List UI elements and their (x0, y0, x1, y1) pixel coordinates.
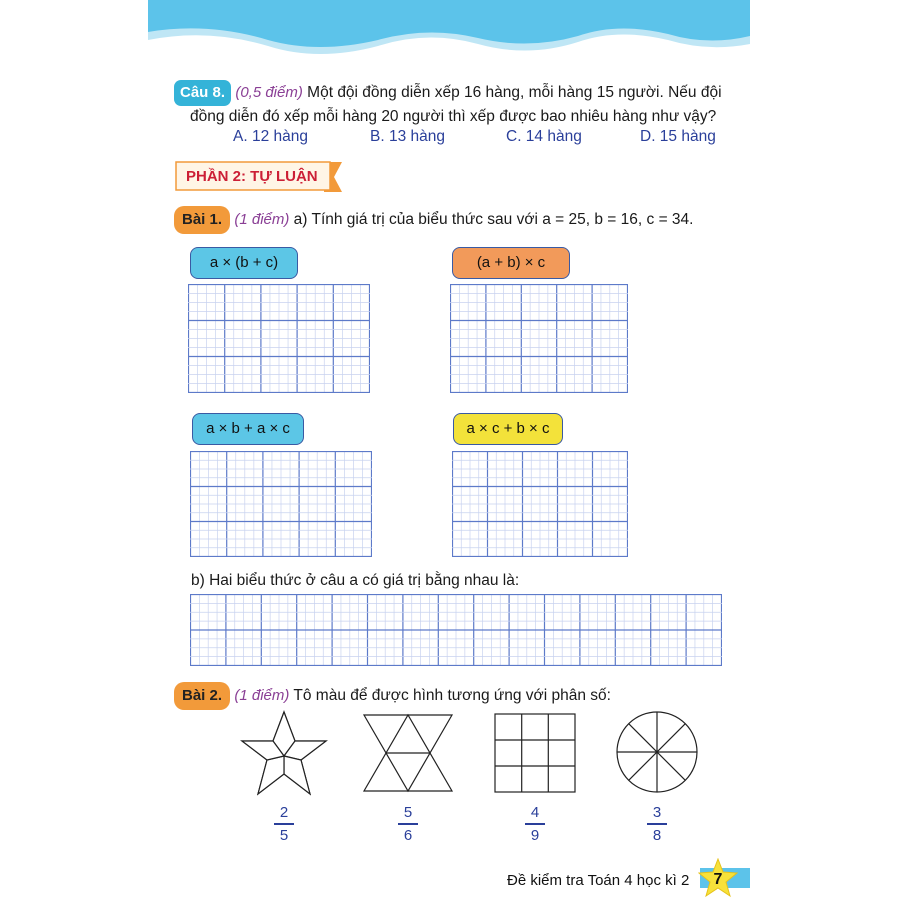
page-number: 7 (713, 871, 723, 888)
fraction-2 (398, 804, 418, 844)
answer-grid-3[interactable] (190, 451, 372, 557)
bai1-heading (174, 206, 734, 234)
section-heading (174, 160, 342, 192)
fraction-bar (274, 823, 294, 825)
bai1-tag: Bài 1. (174, 206, 230, 234)
answer-grid-4[interactable] (452, 451, 628, 557)
fraction-4 (647, 804, 667, 844)
question-8 (174, 80, 734, 128)
question-line-2: đồng diễn đó xếp mỗi hàng 20 người thì xếp được bao nhiêu hàng như vậy? (190, 108, 717, 125)
expression-2: (a + b) × c (452, 247, 570, 279)
option-d[interactable]: D. 15 hàng (640, 128, 716, 145)
fraction-numerator: 4 (530, 804, 540, 821)
footer (500, 862, 750, 896)
fraction-numerator: 2 (279, 804, 289, 821)
option-c[interactable]: C. 14 hàng (506, 128, 582, 145)
circle-sectors-icon[interactable] (615, 710, 699, 794)
header-banner (148, 0, 750, 58)
fraction-numerator: 3 (652, 804, 662, 821)
bai2-heading (174, 682, 734, 710)
option-a[interactable]: A. 12 hàng (233, 128, 308, 145)
bai1-prompt: a) Tính giá trị của biểu thức sau với a = 25, b = 16, c = 34. (293, 211, 694, 228)
answer-grid-b[interactable] (190, 594, 722, 666)
question-tag: Câu 8. (174, 80, 231, 106)
footer-title: Đề kiểm tra Toán 4 học kì 2 (507, 872, 690, 889)
expression-1: a × (b + c) (190, 247, 298, 279)
question-line-1: Một đội đồng diễn xếp 16 hàng, mỗi hàng 15 người. Nếu đội (307, 84, 722, 101)
expression-4: a × c + b × c (453, 413, 563, 445)
bai2-tag: Bài 2. (174, 682, 230, 710)
section-title: PHẦN 2: TỰ LUẬN (186, 168, 318, 185)
answer-grid-1[interactable] (188, 284, 370, 393)
fraction-denominator: 5 (279, 826, 289, 844)
bai2-prompt: Tô màu để được hình tương ứng với phân số: (293, 687, 611, 704)
expression-3: a × b + a × c (192, 413, 304, 445)
question-points: (0,5 điểm) (235, 84, 303, 101)
fraction-bar (398, 823, 418, 825)
hexagram-icon[interactable] (362, 713, 454, 793)
fraction-bar (525, 823, 545, 825)
fraction-denominator: 9 (530, 826, 540, 844)
fraction-denominator: 6 (403, 826, 413, 844)
fraction-3 (525, 804, 545, 844)
answer-grid-2[interactable] (450, 284, 628, 393)
square-grid-icon[interactable] (494, 713, 576, 793)
fraction-1 (274, 804, 294, 844)
fraction-bar (647, 823, 667, 825)
fraction-denominator: 8 (652, 826, 662, 844)
option-b[interactable]: B. 13 hàng (370, 128, 445, 145)
bai1-points: (1 điểm) (234, 211, 290, 228)
fraction-numerator: 5 (403, 804, 413, 821)
bai2-points: (1 điểm) (234, 687, 290, 704)
star-icon[interactable] (238, 708, 330, 800)
bai1-part-b: b) Hai biểu thức ở câu a có giá trị bằng nhau là: (191, 572, 520, 589)
